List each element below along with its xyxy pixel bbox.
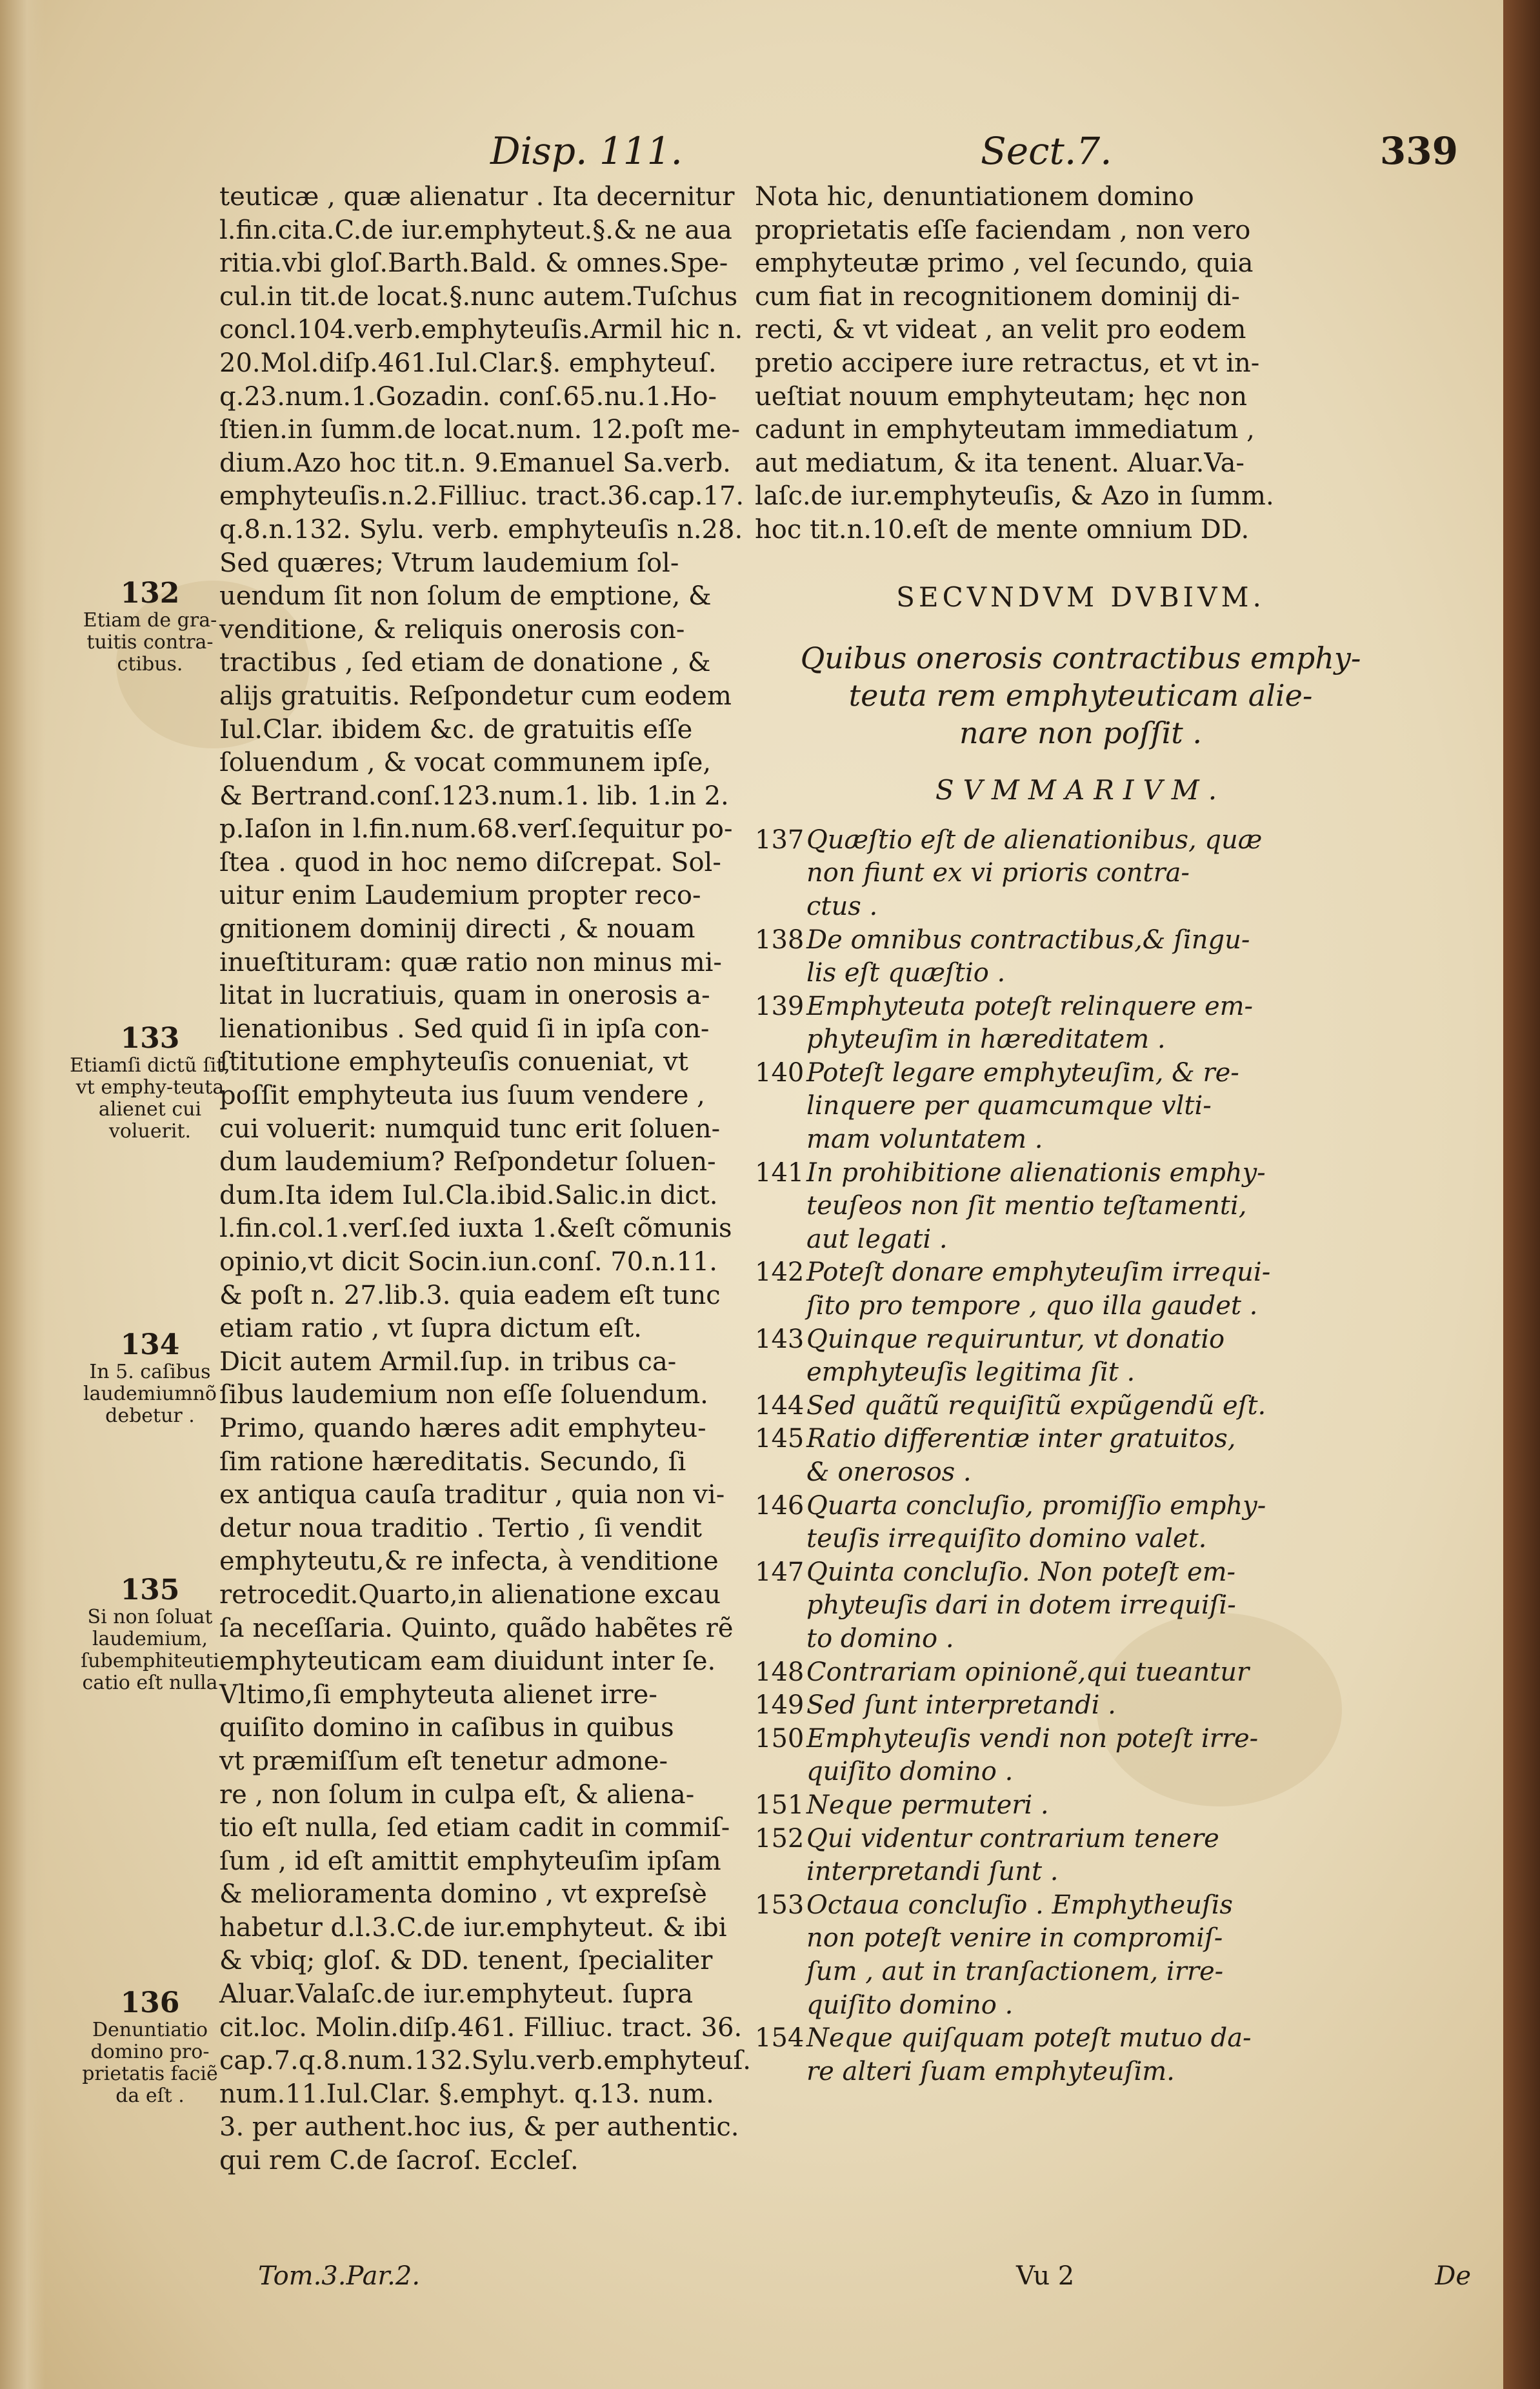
summarium-text-line: quiſito domino . [806, 1990, 1014, 2020]
text-line: etiam ratio , vt ſupra dictum eſt. [219, 1314, 642, 1344]
summarium-title: SVMMARIVM. [935, 774, 1226, 806]
summarium-item [755, 1689, 1406, 1723]
text-line: concl.104.verb.emphyteuſis.Armil hic n. [219, 315, 743, 345]
summarium-number: 141 [755, 1157, 805, 1188]
summarium-text [806, 1823, 1219, 1889]
header-disputation: Disp. 111. [490, 129, 683, 173]
summarium-text-line: emphyteuſis legitima ſit . [806, 1357, 1135, 1388]
summarium-item [755, 1057, 1406, 1157]
text-line: dium.Azo hoc tit.n. 9.Emanuel Sa.verb. [219, 448, 731, 478]
text-line: ſtea . quod in hoc nemo diſcrepat. Sol- [219, 847, 721, 877]
summarium-item [755, 1490, 1406, 1556]
text-line: detur noua traditio . Tertio , ſi vendit [219, 1513, 702, 1543]
summarium-number: 142 [755, 1257, 805, 1288]
summarium-item [755, 824, 1406, 924]
text-line: ex antiqua cauſa traditur , quia non vi- [219, 1480, 725, 1510]
summarium-text [806, 1390, 1266, 1423]
margin-note-number: 135 [120, 1574, 180, 1606]
text-line: l.fin.col.1.verſ.ſed iuxta 1.&eſt cõmunis [219, 1214, 732, 1244]
summarium-text-line: re alteri ſuam emphyteuſim. [806, 2056, 1175, 2086]
left-text-column [219, 181, 787, 2178]
page-gutter [0, 0, 45, 2389]
summarium-item [755, 924, 1406, 990]
margin-note-text: In 5. caſibus laudemiumnõ debetur . [83, 1361, 217, 1427]
text-line: litat in lucratiuis, quam in onerosis a- [219, 981, 710, 1011]
margin-note-number: 134 [120, 1328, 180, 1361]
margin-note-number: 133 [120, 1022, 180, 1055]
text-line: venditione, & reliquis onerosis con- [219, 614, 685, 645]
text-line: emphyteuticam eam diuidunt inter ſe. [219, 1646, 716, 1677]
text-line: tractibus , ſed etiam de donatione , & [219, 648, 711, 678]
page-footer [258, 2261, 1471, 2300]
text-line: pretio accipere iure retractus, et vt in- [755, 348, 1260, 378]
running-header [452, 129, 1458, 187]
margin-note [68, 577, 232, 675]
text-line: p.Iaſon in l.fin.num.68.verſ.ſequitur po- [219, 814, 733, 845]
summarium-number: 148 [755, 1657, 805, 1687]
summarium-text-line: Qui videntur contrarium tenere [806, 1823, 1219, 1854]
summarium-text-line: De omnibus contractibus,& ſingu- [806, 925, 1250, 955]
summarium-text [806, 1256, 1270, 1323]
summarium-item [755, 1556, 1406, 1656]
summarium-text-line: Octaua concluſio . Emphytheuſis [806, 1890, 1233, 1920]
summarium-item [755, 1423, 1406, 1489]
text-line: emphyteutæ primo , vel ſecundo, quia [755, 248, 1254, 279]
text-line: 3. per authent.hoc ius, & per authentic. [219, 2112, 739, 2143]
text-line: & vbiq; gloſ. & DD. tenent, ſpecialiter [219, 1946, 713, 1976]
header-section: Sect.7. [981, 129, 1112, 173]
summarium-text-line: teuſeos non ſit mentio teſtamenti, [806, 1191, 1247, 1221]
book-binding-edge [1503, 0, 1540, 2389]
text-line: hoc tit.n.10.eſt de mente omnium DD. [755, 514, 1250, 545]
summarium-text-line: In prohibitione alienationis emphy- [806, 1157, 1266, 1188]
text-line: cum fiat in recognitionem dominij di- [755, 281, 1240, 312]
text-line: vt præmiſſum eſt tenetur admone- [219, 1746, 668, 1776]
text-line: cit.loc. Molin.diſp.461. Filliuc. tract. 36. [219, 2012, 743, 2043]
summarium-number: 153 [755, 1890, 805, 1920]
summarium-text-line: ſito pro tempore , quo illa gaudet . [806, 1291, 1258, 1321]
summarium-text [806, 1157, 1266, 1257]
summarium-text [806, 1556, 1236, 1656]
text-line: Vltimo,ſi emphyteuta alienet irre- [219, 1679, 657, 1710]
summarium-text [806, 1323, 1225, 1390]
summarium-text-line: quiſito domino . [806, 1757, 1014, 1787]
summarium-text-line: Poteſt donare emphyteuſim irrequi- [806, 1257, 1271, 1288]
summarium-item [755, 1323, 1406, 1390]
text-line: ueſtiat nouum emphyteutam; hęc non [755, 381, 1248, 412]
summarium-item [755, 1723, 1406, 1789]
summarium-number: 150 [755, 1723, 805, 1754]
summarium-text-line: Neque quiſquam poteſt mutuo da- [806, 2023, 1252, 2054]
text-line: re , non ſolum in culpa eſt, & aliena- [219, 1779, 695, 1810]
summarium-text-line: Poteſt legare emphyteuſim, & re- [806, 1057, 1239, 1088]
summarium-item [755, 1656, 1406, 1690]
text-line: tio eſt nulla, ſed etiam cadit in commiſ- [219, 1813, 730, 1843]
margin-note-text: Si non ſoluat laudemium, ſubemphiteuti catio eſt nulla [81, 1606, 219, 1694]
margin-note [68, 1574, 232, 1694]
catchword: De [1435, 2261, 1471, 2291]
summarium-number: 145 [755, 1424, 805, 1454]
margin-note [68, 1987, 232, 2107]
summarium-number: 138 [755, 925, 805, 955]
summarium-item [755, 1789, 1406, 1823]
summarium-text-line: Sed quãtũ requiſitũ expũgendũ eſt. [806, 1390, 1266, 1421]
text-line: emphyteuſis.n.2.Filliuc. tract.36.cap.17. [219, 481, 745, 512]
margin-note-text: Etiamſi dictũ ſit, vt emphy-teuta alienet cui voluerit. [70, 1054, 230, 1143]
text-line: cui voluerit: numquid tunc erit ſoluen- [219, 1114, 721, 1144]
text-line: q.23.num.1.Gozadin. conſ.65.nu.1.Ho- [219, 381, 717, 412]
summarium-number: 147 [755, 1557, 805, 1587]
summarium-text-line: Quinque requiruntur, vt donatio [806, 1324, 1225, 1354]
summarium-text [806, 1423, 1235, 1489]
page-number: 339 [1379, 129, 1458, 173]
summarium-number: 143 [755, 1324, 805, 1354]
summarium-text [806, 1656, 1249, 1690]
summarium-item [755, 1390, 1406, 1423]
dubium-subtitle-line: Quibus onerosis contractibus emphy- [800, 641, 1361, 676]
summarium-text-line: Neque permuteri . [806, 1790, 1049, 1820]
summarium-text-line: to domino . [806, 1623, 954, 1654]
summarium-text-line: interpretandi ſunt . [806, 1857, 1059, 1887]
summarium-number: 152 [755, 1823, 805, 1854]
summarium-text-line: phyteuſim in hæreditatem . [806, 1025, 1166, 1055]
summarium-text [806, 924, 1250, 990]
dubium-subtitle [755, 639, 1406, 752]
text-line: l.fin.cita.C.de iur.emphyteut.§.& ne aua [219, 215, 732, 245]
summarium-text [806, 1789, 1049, 1823]
text-line: ritia.vbi gloſ.Barth.Bald. & omnes.Spe- [219, 248, 728, 279]
text-line: uitur enim Laudemium propter reco- [219, 881, 701, 911]
text-line: Iul.Clar. ibidem &c. de gratuitis eſſe [219, 714, 693, 745]
summarium-text-line: lis eſt quæſtio . [806, 958, 1006, 988]
text-line: dum.Ita idem Iul.Cla.ibid.Salic.in dict. [219, 1180, 718, 1210]
summarium-number: 154 [755, 2023, 805, 2054]
text-line: & poſt n. 27.lib.3. quia eadem eſt tunc [219, 1280, 721, 1310]
text-line: proprietatis eſſe faciendam , non vero [755, 215, 1251, 245]
summarium-number: 146 [755, 1490, 805, 1521]
text-line: Nota hic, denuntiationem domino [755, 182, 1194, 212]
text-line: ſtitutione emphyteuſis conueniat, vt [219, 1047, 688, 1077]
text-line: inueſtituram: quæ ratio non minus mi- [219, 947, 722, 977]
text-line: opinio,vt dicit Socin.iun.conſ. 70.n.11. [219, 1247, 717, 1277]
summarium-text-line: ſum , aut in tranſactionem, irre- [806, 1956, 1224, 1986]
text-line: 20.Mol.diſp.461.Iul.Clar.§. emphyteuſ. [219, 348, 717, 378]
text-line: Aluar.Valaſc.de iur.emphyteut. ſupra [219, 1979, 694, 2010]
summarium-text [806, 1723, 1258, 1789]
text-line: ſtien.in ſumm.de locat.num. 12.poſt me- [219, 415, 741, 445]
margin-note-number: 132 [120, 577, 180, 610]
text-line: quiſito domino in caſibus in quibus [219, 1713, 674, 1743]
text-line: cap.7.q.8.num.132.Sylu.verb.emphyteuſ. [219, 2046, 752, 2076]
dubium-subtitle-line: nare non poſſit . [959, 715, 1203, 751]
text-line: & Bertrand.conſ.123.num.1. lib. 1.in 2. [219, 781, 729, 811]
summarium-item [755, 2022, 1406, 2088]
margin-note-number: 136 [120, 1986, 180, 2019]
summarium-text [806, 2022, 1252, 2088]
dubium-title: SECVNDVM DVBIVM. [896, 581, 1265, 613]
summarium-text-line: Ratio differentiæ inter gratuitos, [806, 1424, 1236, 1454]
summarium-text [806, 824, 1262, 924]
margin-note [68, 1023, 232, 1143]
text-line: Dicit autem Armil.ſup. in tribus ca- [219, 1346, 677, 1377]
summarium-text [806, 1689, 1116, 1723]
summarium-text-line: phyteuſis dari in dotem irrequiſi- [806, 1590, 1236, 1621]
summarium-text [806, 1889, 1233, 2022]
summarium-item [755, 1889, 1406, 2022]
text-line: Sed quæres; Vtrum laudemium ſol- [219, 548, 679, 578]
summarium-text-line: mam voluntatem . [806, 1125, 1043, 1155]
summarium-number: 149 [755, 1690, 805, 1721]
volume-mark: Tom.3.Par.2. [258, 2261, 421, 2291]
text-line: Primo, quando hæres adit emphyteu- [219, 1413, 706, 1443]
dubium-subtitle-line: teuta rem emphyteuticam alie- [848, 678, 1313, 714]
text-line: uendum ſit non ſolum de emptione, & [219, 581, 712, 612]
margin-note-text: Etiam de gra-tuitis contra-ctibus. [83, 609, 217, 675]
text-line: ſum , id eſt amittit emphyteuſim ipſam [219, 1846, 721, 1876]
text-line: ſoluendum , & vocat communem ipſe, [219, 748, 712, 778]
text-line: ſa neceſſaria. Quinto, quãdo habẽtes rẽ [219, 1613, 734, 1643]
summarium-text-line: Sed ſunt interpretandi . [806, 1690, 1116, 1721]
summarium-number: 140 [755, 1057, 805, 1088]
text-line: q.8.n.132. Sylu. verb. emphyteuſis n.28. [219, 514, 743, 545]
summarium-text-line: ctus . [806, 891, 878, 921]
text-line: lienationibus . Sed quid ſi in ipſa con- [219, 1014, 710, 1044]
summarium-item [755, 1823, 1406, 1889]
summarium-item [755, 990, 1406, 1057]
text-line: poſſit emphyteuta ius ſuum vendere , [219, 1081, 705, 1111]
summarium-item [755, 1256, 1406, 1323]
summarium-number: 151 [755, 1790, 805, 1820]
summarium-item [755, 1157, 1406, 1257]
text-line: cadunt in emphyteutam immediatum , [755, 415, 1255, 445]
summarium-text [806, 1490, 1266, 1556]
summarium-text [806, 1057, 1239, 1157]
text-line: laſc.de iur.emphyteuſis, & Azo in ſumm. [755, 481, 1274, 512]
margin-note-text: Denuntiatio domino pro-prietatis faciẽ da eſt . [82, 2019, 218, 2107]
right-text-column [755, 181, 1406, 2088]
summarium-number: 137 [755, 825, 805, 855]
text-line: gnitionem dominij directi , & nouam [219, 914, 695, 945]
summarium-list [755, 824, 1406, 2089]
text-line: habetur d.l.3.C.de iur.emphyteut. & ibi [219, 1912, 727, 1943]
margin-note [68, 1329, 232, 1427]
summarium-number: 144 [755, 1390, 805, 1421]
text-line: alijs gratuitis. Reſpondetur cum eodem [219, 681, 732, 711]
text-line: ſim ratione hæreditatis. Secundo, ſi [219, 1446, 686, 1477]
summarium-text-line: Emphyteuſis vendi non poteſt irre- [806, 1723, 1259, 1754]
text-line: teuticæ , quæ alienatur . Ita decernitur [219, 182, 735, 212]
text-line: retrocedit.Quarto,in alienatione excau [219, 1579, 721, 1610]
signature-mark: Vu 2 [1016, 2261, 1075, 2291]
summarium-text-line: Quinta concluſio. Non poteſt em- [806, 1557, 1236, 1587]
text-line: ſibus laudemium non eſſe ſoluendum. [219, 1380, 708, 1410]
summarium-text-line: non fiunt ex vi prioris contra- [806, 858, 1190, 888]
text-line: dum laudemium? Reſpondetur ſoluen- [219, 1147, 716, 1177]
summarium-text-line: non poteſt venire in compromiſ- [806, 1923, 1223, 1954]
summarium-text-line: Emphyteuta poteſt relinquere em- [806, 991, 1254, 1021]
text-line: recti, & vt videat , an velit pro eodem [755, 315, 1246, 345]
summarium-text-line: linquere per quamcumque vlti- [806, 1091, 1212, 1121]
text-line: cul.in tit.de locat.§.nunc autem.Tuſchus [219, 281, 738, 312]
right-intro-paragraph [755, 181, 1406, 547]
summarium-text-line: Quarta concluſio, promiſſio emphy- [806, 1490, 1266, 1521]
summarium-text-line: aut legati . [806, 1224, 948, 1254]
text-line: & melioramenta domino , vt expreſsè [219, 1879, 707, 1910]
summarium-text-line: & onerosos . [806, 1457, 972, 1487]
text-line: qui rem C.de ſacroſ. Eccleſ. [219, 2146, 579, 2176]
summarium-text-line: Contrariam opinionẽ,qui tueantur [806, 1657, 1250, 1687]
summarium-text [806, 990, 1253, 1057]
text-line: emphyteutu,& re infecta, à venditione [219, 1546, 719, 1577]
text-line: aut mediatum, & ita tenent. Aluar.Va- [755, 448, 1245, 478]
summarium-number: 139 [755, 991, 805, 1021]
text-line: num.11.Iul.Clar. §.emphyt. q.13. num. [219, 2079, 714, 2109]
summarium-text-line: Quæſtio eſt de alienationibus, quæ [806, 825, 1263, 855]
summarium-text-line: teuſis irrequiſito domino valet. [806, 1524, 1207, 1554]
